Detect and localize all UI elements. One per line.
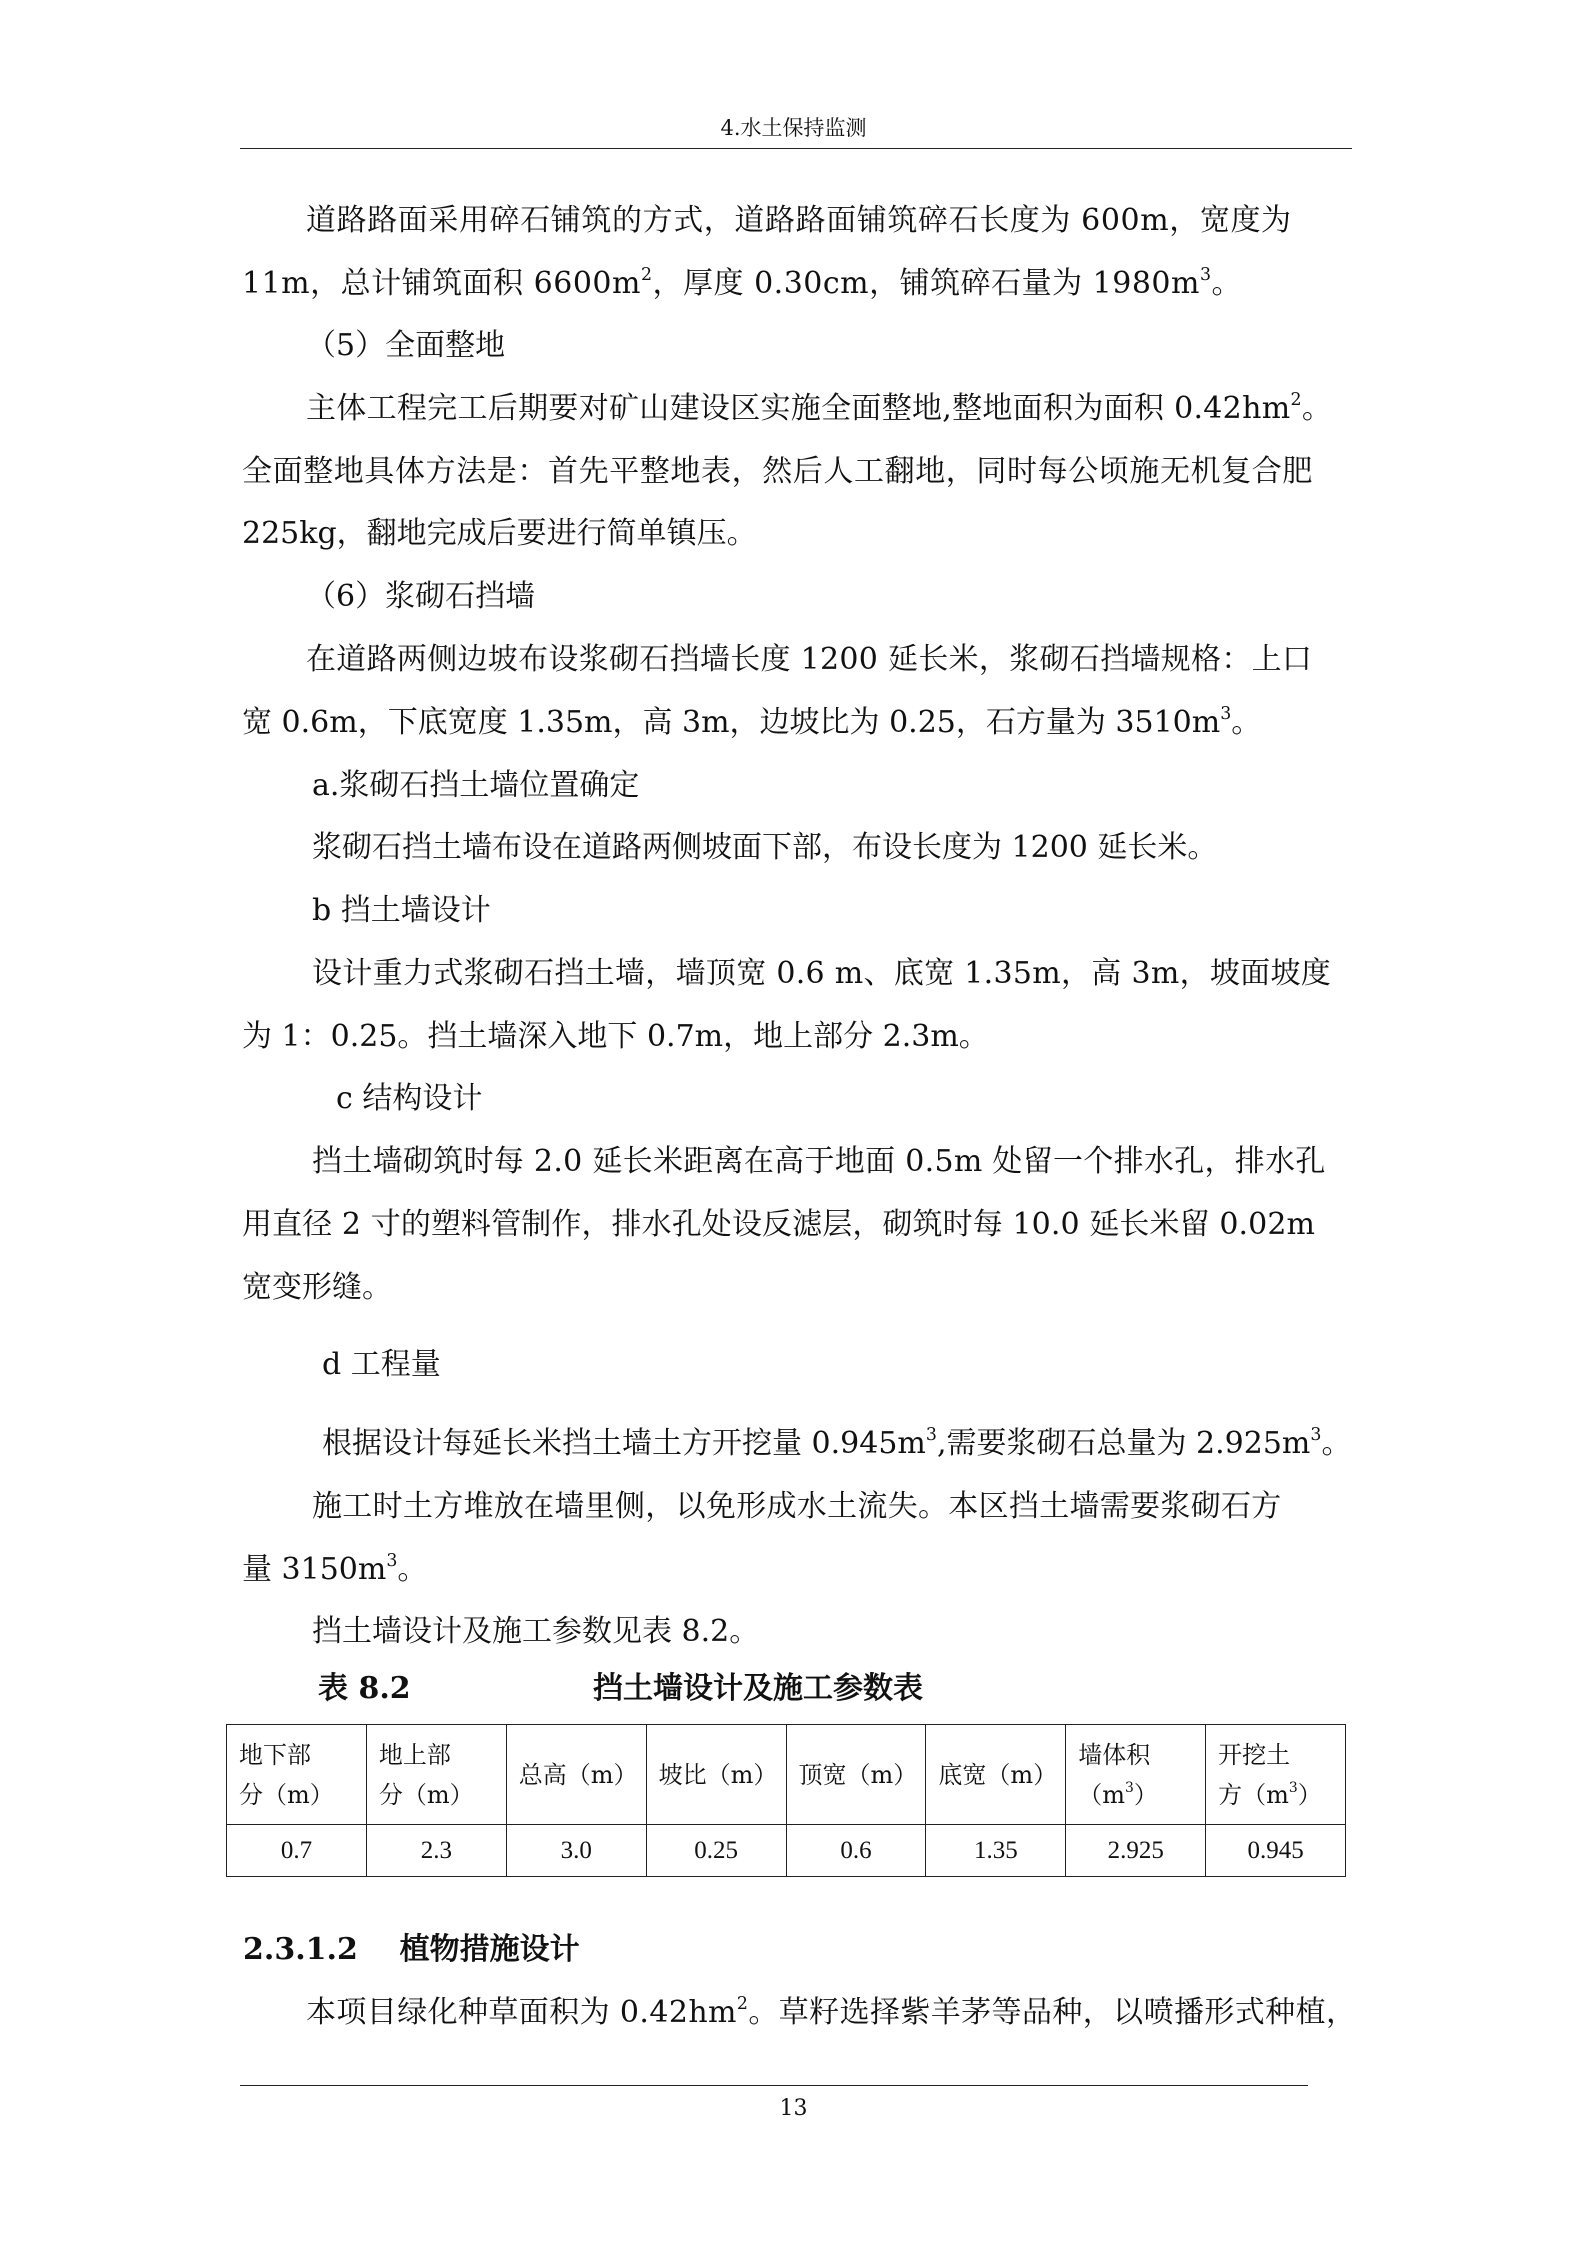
body-line: 宽 0.6m，下底宽度 1.35m，高 3m，边坡比为 0.25，石方量为 $3510m^3$。 bbox=[242, 704, 1262, 740]
body-line: 225kg，翻地完成后要进行简单镇压。 bbox=[242, 516, 757, 551]
parameters-table bbox=[226, 1724, 1346, 1877]
footer-rule bbox=[240, 2085, 1308, 2086]
body-line: 挡土墙设计及施工参数见表 8.2。 bbox=[312, 1614, 760, 1649]
header-cell: 墙体积 $(m^3)$ bbox=[1066, 1725, 1206, 1825]
header-cell: 开挖土 方$(m^3)$ bbox=[1206, 1725, 1346, 1825]
header-cell: 地下部 分（m） bbox=[227, 1725, 367, 1825]
table-cell: 3.0 bbox=[506, 1825, 646, 1877]
body-line: 施工时土方堆放在墙里侧，以免形成水土流失。本区挡土墙需要浆砌石方 bbox=[312, 1489, 1282, 1524]
body-line: 为 1：0.25。挡土墙深入地下 0.7m，地上部分 2.3m。 bbox=[242, 1019, 989, 1054]
subheading-c: c 结构设计 bbox=[336, 1081, 483, 1116]
table-cell: 1.35 bbox=[926, 1825, 1066, 1877]
subheading-b: b 挡土墙设计 bbox=[312, 893, 491, 928]
table-cell: 2.925 bbox=[1066, 1825, 1206, 1877]
body-line: 本项目绿化种草面积为 $0.42hm^2$。草籽选择紫羊茅等品种，以喷播形式种植， bbox=[306, 1994, 1357, 2030]
header-cell: 底宽（m） bbox=[926, 1725, 1066, 1825]
table-cell: 0.7 bbox=[227, 1825, 367, 1877]
running-header: 4.水土保持监测 bbox=[720, 116, 867, 140]
table-cell: 0.945 bbox=[1206, 1825, 1346, 1877]
header-cell: 顶宽（m） bbox=[786, 1725, 926, 1825]
table-cell: 0.6 bbox=[786, 1825, 926, 1877]
body-line: 11m，总计铺筑面积 $6600m^2$，厚度 0.30cm，铺筑碎石量为 $1980m^3$。 bbox=[242, 265, 1243, 301]
section-heading: 2.3.1.2 植物措施设计 bbox=[243, 1932, 580, 1967]
table-row bbox=[227, 1825, 1346, 1877]
body-line: 浆砌石挡土墙布设在道路两侧坡面下部，布设长度为 1200 延长米。 bbox=[312, 830, 1218, 865]
subheading-6: （6）浆砌石挡墙 bbox=[306, 579, 536, 614]
body-line: 根据设计每延长米挡土墙土方开挖量 $0.945m^3$,需要浆砌石总量为 $2.925m^3$。 bbox=[322, 1425, 1352, 1461]
body-line: 挡土墙砌筑时每 2.0 延长米距离在高于地面 0.5m 处留一个排水孔，排水孔 bbox=[312, 1144, 1326, 1179]
body-line: 在道路两侧边坡布设浆砌石挡墙长度 1200 延长米，浆砌石挡墙规格：上口 bbox=[306, 642, 1313, 677]
body-line: 道路路面采用碎石铺筑的方式，道路路面铺筑碎石长度为 600m，宽度为 bbox=[306, 203, 1292, 238]
body-line: 设计重力式浆砌石挡土墙，墙顶宽 0.6 m、底宽 1.35m，高 3m，坡面坡度 bbox=[312, 956, 1332, 991]
table-title: 挡土墙设计及施工参数表 bbox=[593, 1671, 923, 1706]
subheading-5: （5）全面整地 bbox=[306, 328, 506, 363]
table-header-row bbox=[227, 1725, 1346, 1825]
body-line: 全面整地具体方法是：首先平整地表，然后人工翻地，同时每公顷施无机复合肥 bbox=[242, 454, 1313, 489]
body-line: 主体工程完工后期要对矿山建设区实施全面整地,整地面积为面积 $0.42hm^2$。 bbox=[306, 390, 1333, 426]
body-line: 用直径 2 寸的塑料管制作，排水孔处设反滤层，砌筑时每 10.0 延长米留 0.02m bbox=[242, 1207, 1316, 1242]
header-cell: 地上部 分（m） bbox=[366, 1725, 506, 1825]
table-cell: 0.25 bbox=[646, 1825, 786, 1877]
table-number: 表 8.2 bbox=[318, 1671, 411, 1706]
body-line: 量 $3150m^3$。 bbox=[242, 1551, 428, 1587]
header-cell: 坡比（m） bbox=[646, 1725, 786, 1825]
page-number: 13 bbox=[779, 2096, 808, 2121]
header-cell: 总高（m） bbox=[506, 1725, 646, 1825]
body-line: 宽变形缝。 bbox=[242, 1270, 392, 1305]
subheading-d: d 工程量 bbox=[322, 1347, 441, 1382]
subheading-a: a.浆砌石挡土墙位置确定 bbox=[312, 768, 640, 803]
table-cell: 2.3 bbox=[366, 1825, 506, 1877]
header-rule bbox=[240, 148, 1352, 149]
